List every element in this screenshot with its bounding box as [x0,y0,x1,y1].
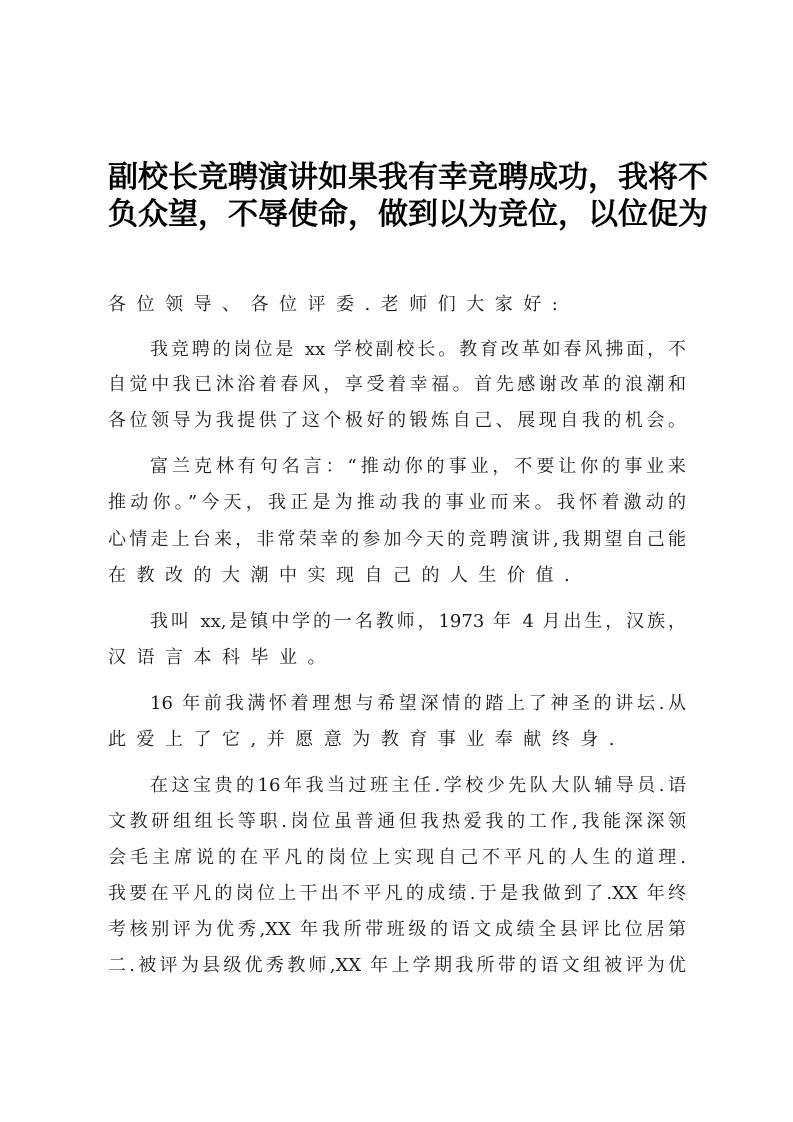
document-title-line-2: 负众望，不辱使命，做到以为竞位，以位促为 [108,197,708,232]
paragraph-5-line-4: 我要在平凡的岗位上干出不平凡的成绩.于是我做到了.XX 年终 [108,883,686,904]
paragraph-3-line-2: 汉语言本科毕业。 [108,647,336,668]
document-title-line-1: 副校长竞聘演讲如果我有幸竞聘成功，我将不 [108,160,708,195]
paragraph-3-line-1: 我叫 xx,是镇中学的一名教师，1973 年 4 月出生，汉族， [150,611,686,632]
paragraph-5-line-5: 考核别评为优秀,XX 年我所带班级的语文成绩全县评比位居第 [108,919,686,940]
paragraph-2-line-2: 推动你。”今天，我正是为推动我的事业而来。我怀着激动的 [108,492,686,513]
paragraph-5-line-6: 二.被评为县级优秀教师,XX 年上学期我所带的语文组被评为优 [108,955,686,976]
paragraph-2-line-4: 在教改的大潮中实现自己的人生价值. [108,565,581,586]
paragraph-2-line-3: 心情走上台来，非常荣幸的参加今天的竞聘演讲,我期望自己能 [108,529,686,550]
paragraph-1-line-3: 各位领导为我提供了这个极好的锻炼自己、展现自我的机会。 [108,410,686,431]
paragraph-5-line-2: 文教研组组长等职.岗位虽普通但我热爱我的工作,我能深深领 [108,811,686,832]
paragraph-1-line-1: 我竞聘的岗位是 xx 学校副校长。教育改革如春风拂面，不 [150,339,686,360]
greeting-line: 各位领导、各位评委.老师们大家好: [108,294,569,315]
paragraph-5-line-1: 在这宝贵的16年我当过班主任.学校少先队大队辅导员.语 [150,775,686,796]
paragraph-4-line-2: 此爱上了它,并愿意为教育事业奉献终身. [108,729,625,750]
paragraph-5-line-3: 会毛主席说的在平凡的岗位上实现自己不平凡的人生的道理. [108,847,686,868]
paragraph-1-line-2: 自觉中我已沐浴着春风，享受着幸福。首先感谢改革的浪潮和 [108,374,686,395]
paragraph-2-line-1: 富兰克林有句名言：“推动你的事业，不要让你的事业来 [150,456,686,477]
paragraph-4-line-1: 16 年前我满怀着理想与希望深情的踏上了神圣的讲坛.从 [150,693,686,714]
